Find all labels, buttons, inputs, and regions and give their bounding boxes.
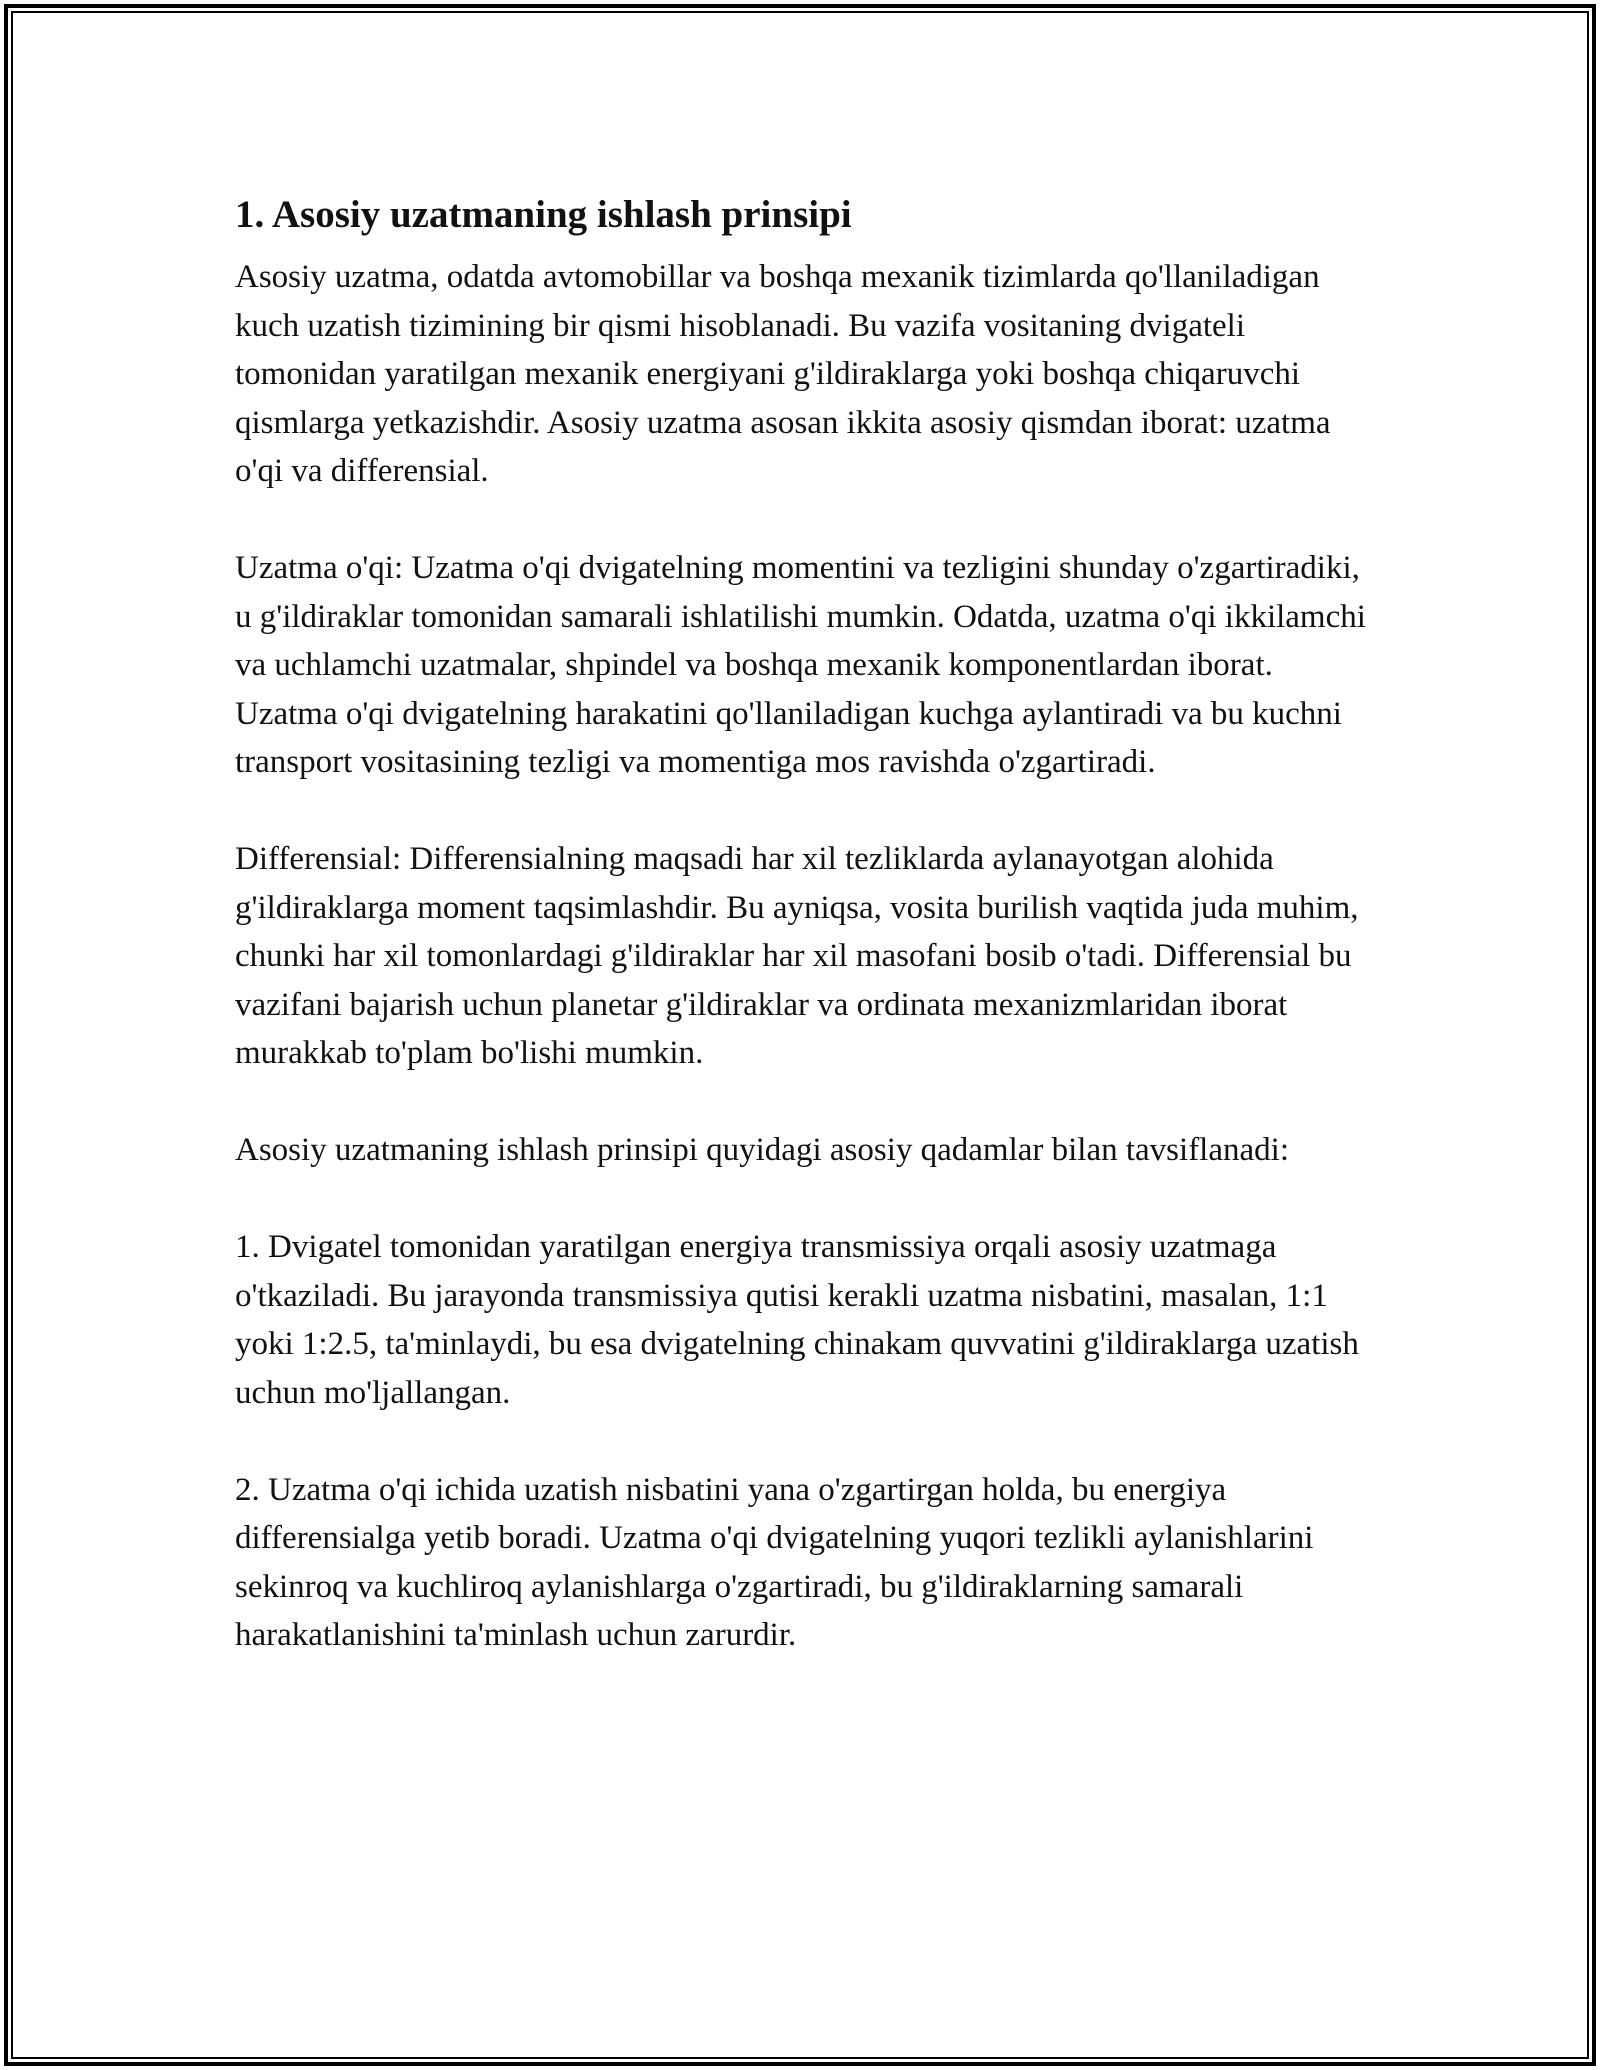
paragraph-intro: Asosiy uzatma, odatda avtomobillar va boshqa mexanik tizimlarda qo'llaniladigan kuch uzatish tizimining bir qismi hisoblanadi. Bu vazifa vositaning dvigateli tomonidan yaratilgan mexanik energiyani g'ildiraklarga yoki boshqa chiqaruvchi qismlarga yetkazishdir. Asosiy uzatma asosan ikkita asosiy qismdan iborat: uzatma o'qi va differensial. — [235, 259, 1331, 489]
paragraph-uzatma-oqi: Uzatma o'qi: Uzatma o'qi dvigatelning momentini va tezligini shunday o'zgartiradiki, u g'ildiraklar tomonidan samarali ishlatilishi mumkin. Odatda, uzatma o'qi ikkilamchi va uchlamchi uzatmalar, shpindel va boshqa mexanik komponentlardan iborat. Uzatma o'qi dvigatelning harakatini qo'llaniladigan kuchga aylantiradi va bu kuchni transport vositasining tezligi va momentiga mos ravishda o'zgartiradi. — [235, 550, 1366, 780]
paragraph-step-2: 2. Uzatma o'qi ichida uzatish nisbatini yana o'zgartirgan holda, bu energiya differensialga yetib boradi. Uzatma o'qi dvigatelning yuqori tezlikli aylanishlarini sekinroq va kuchliroq aylanishlarga o'zgartiradi, bu g'ildiraklarning samarali harakatlanishini ta'minlash uchun zarurdir. — [235, 1471, 1314, 1653]
document-body — [235, 185, 1370, 1660]
paragraph-differensial: Differensial: Differensialning maqsadi har xil tezliklarda aylanayotgan alohida g'ildiraklarga moment taqsimlashdir. Bu ayniqsa, vosita burilish vaqtida juda muhim, chunki har xil tomonlardagi g'ildiraklar har xil masofani bosib o'tadi. Differensial bu vazifani bajarish uchun planetar g'ildiraklar va ordinata mexanizmlaridan iborat murakkab to'plam bo'lishi mumkin. — [235, 841, 1359, 1071]
paragraph-step-1: 1. Dvigatel tomonidan yaratilgan energiya transmissiya orqali asosiy uzatmaga o'tkaziladi. Bu jarayonda transmissiya qutisi kerakli uzatma nisbatini, masalan, 1:1 yoki 1:2.5, ta'minlaydi, bu esa dvigatelning chinakam quvvatini g'ildiraklarga uzatish uchun mo'ljallangan. — [235, 1229, 1359, 1411]
paragraph-steps-intro: Asosiy uzatmaning ishlash prinsipi quyidagi asosiy qadamlar bilan tavsiflanadi: — [235, 1132, 1289, 1168]
section-heading: 1. Asosiy uzatmaning ishlash prinsipi — [235, 193, 852, 236]
